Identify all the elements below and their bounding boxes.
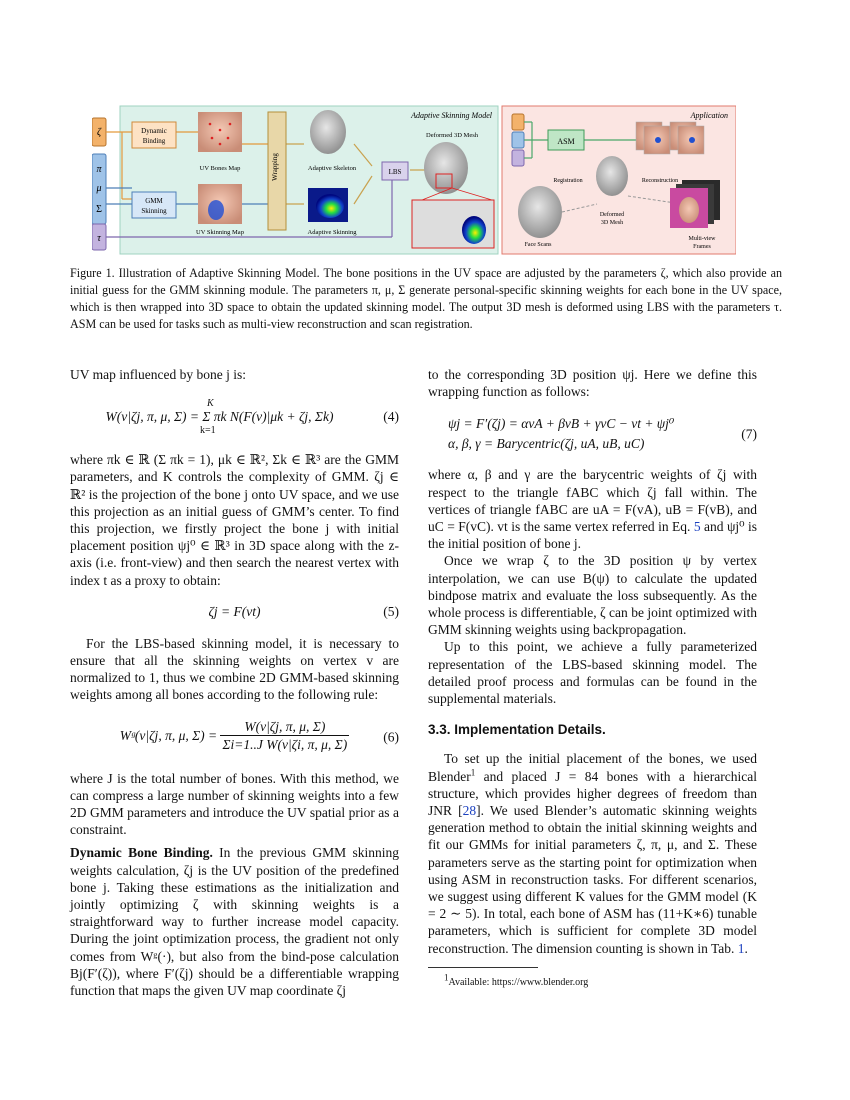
param-sigma: Σ xyxy=(96,204,102,215)
footnote-rule xyxy=(428,967,538,968)
uv-skinning-map-label: UV Skinning Map xyxy=(196,229,244,236)
left-paragraph-4: where J is the total number of bones. With this method, we can compress a large number of skinning weights into a few 2D GMM parameters and introduce the UV spatial prior as a constraint. xyxy=(70,770,399,838)
table-1-reference-link[interactable]: 1 xyxy=(737,940,745,956)
eq-5-reference-link[interactable]: 5 xyxy=(693,519,701,535)
input-params xyxy=(92,118,106,250)
left-paragraph-1: UV map influenced by bone j is: xyxy=(70,367,246,382)
equation-4-sum-top: K xyxy=(207,398,214,410)
footnote-marker[interactable]: 1 xyxy=(470,767,476,778)
equation-7-number: (7) xyxy=(741,426,757,442)
right-paragraph-5: To set up the initial placement of the bones, we used Blender$^1$ and placed J = 84 bones with a hierarchical structure, which provides higher degrees of freedom than JNR [28]. We used Blender’s automatic skinning weights generation method to obtain the initial skinning weights and fit our GMMs for initial parameters ζ, π, μ, and Σ. These parameters serve as the starting point for optimization when using ASM in reconstruction tasks. For different scenarios, we suggest using different K values for the GMM model (K = 2 ∼ 5). In total, each bone of ASM has (11+K∗6) tunable parameters, which is sufficient for complete 3D model reconstruction. The dimension counting is shown in Tab. 1. xyxy=(428,751,757,956)
uv-bones-map-label: UV Bones Map xyxy=(199,165,241,172)
app-panel-title: Application xyxy=(690,111,728,120)
asm-label: ASM xyxy=(557,137,575,146)
equation-7-line-2: α, β, γ = Barycentric(ζj, uA, uB, uC) xyxy=(448,436,645,452)
equation-6-numerator: W(v|ζj, π, μ, Σ) xyxy=(220,718,349,736)
citation-28-link[interactable]: 28 xyxy=(462,803,477,819)
svg-text:Dynamic: Dynamic xyxy=(141,127,167,135)
right-paragraph-4: Up to this point, we achieve a fully parameterized representation of the LBS-based skinning model. The detailed proof process and formulas can be found in the supplemental materials. xyxy=(428,639,757,707)
svg-text:Multi-view: Multi-view xyxy=(688,236,716,242)
app-input-params xyxy=(512,114,524,166)
equation-4-number: (4) xyxy=(383,409,399,425)
left-paragraph-3: For the LBS-based skinning model, it is necessary to ensure that all the skinning weights on vertex v are normalized to 1, thus we combine 2D GMM-based skinning weights among all bones according to the following rule: xyxy=(70,635,399,703)
equation-7-line-1: ψj = F′(ζj) = αvA + βvB + γvC − vt + ψj⁰ xyxy=(448,416,675,432)
equation-4 xyxy=(70,397,399,437)
dynamic-bone-binding-heading: Dynamic Bone Binding. xyxy=(70,845,213,861)
deformed-mesh-label: Deformed 3D Mesh xyxy=(426,132,478,139)
equation-4-body: W(v|ζj, π, μ, Σ) = Σ πk N(F(v)|μk + ζj, Σk) xyxy=(105,409,334,425)
dynamic-bone-binding-text: In the previous GMM skinning weights calculation, ζj is the UV position of the predefined bone j. Taking these estimations as the initialization and jointly optimizing ζ with skinning weights is a straightforward way to further increase model capacity. During the joint optimization process, the gradient not only comes from Wᵍ(·), but also from the bind-pose calculation Bj(F′(ζ)), where F′(ζj) should be a differentiable wrapping function that maps the given UV map coordinate ζj xyxy=(70,845,399,999)
equation-5-number: (5) xyxy=(383,603,399,619)
left-column xyxy=(70,366,399,999)
param-mu: μ xyxy=(96,183,102,194)
equation-7 xyxy=(428,414,757,454)
face-scan-image xyxy=(518,186,562,238)
multiview-frames xyxy=(670,180,720,228)
equation-6 xyxy=(70,718,399,756)
adaptive-skeleton-image xyxy=(310,110,346,154)
footnote-text: Available: https://www.blender.org xyxy=(448,976,589,988)
asm-panel-title: Adaptive Skinning Model xyxy=(411,111,492,120)
registration-label: Registration xyxy=(553,178,583,184)
left-paragraph-2: where πk ∈ ℝ (Σ πk = 1), μk ∈ ℝ², Σk ∈ ℝ³ are the GMM parameters, and K controls the complexity of GMM. ζj ∈ ℝ² is the projection of the bone j onto UV space, and we use this projection as an initial guess of GMM’s center. To find this projection, we firstly project the bone j with initial placement position ψj⁰ ∈ ℝ³ in 3D space along with the z-axis (i.e. front-view) and then search the nearest vertex with index t as a proxy to obtain: xyxy=(70,452,399,588)
adaptive-skinning-label: Adaptive Skinning xyxy=(307,229,357,236)
right-paragraph-1: to the corresponding 3D position ψj. Here we define this wrapping function as follows: xyxy=(428,367,757,400)
right-paragraph-3: Once we wrap ζ to the 3D position ψ by vertex interpolation, we can use B(ψ) to calculate the updated bindpose matrix and evaluate the loss subsequently. As the whole process is differentiable, ζ can be joint optimized with GMM skinning weights using backpropagation. xyxy=(428,553,757,638)
uv-bones-map-image xyxy=(198,112,242,152)
svg-text:Frames: Frames xyxy=(693,244,711,250)
equation-6-lhs: Wᵍ(v|ζj, π, μ, Σ) = xyxy=(119,727,218,743)
equation-5 xyxy=(70,601,399,623)
svg-text:Skinning: Skinning xyxy=(141,207,167,215)
right-paragraph-2: where α, β and γ are the barycentric weights of ζj with respect to the triangle fABC which ζj fall within. The vertices of triangle fABC are uA = F(vA), uB = F(vB), and uC = F(vC). vt is the same vertex referred in Eq. 5 and ψj⁰ is the initial position of bone j. xyxy=(428,467,757,552)
param-zeta: ζ xyxy=(96,127,102,138)
reconstruction-thumbnails xyxy=(636,122,704,154)
figure-caption: Figure 1. Illustration of Adaptive Skinning Model. The bone positions in the UV space are adjusted by the parameters ζ, which also provide an initial guess for the GMM skinning module. The parameters π, μ, Σ generate personal-specific skinning weights for each bone in the UV space, which is then wrapped into 3D space to obtain the updated skinning model. The output 3D mesh is deformed using LBS with the parameters τ. ASM can be used for tasks such as multi-view reconstruction and scan registration. xyxy=(70,266,782,331)
section-heading-3-3: 3.3. Implementation Details. xyxy=(428,722,606,738)
face-scans-label: Face Scans xyxy=(524,242,552,248)
equation-5-body: ζj = F(vt) xyxy=(208,603,261,619)
equation-6-number: (6) xyxy=(383,729,399,745)
svg-text:Deformed: Deformed xyxy=(599,212,625,218)
deformed-3d-mesh-app-image xyxy=(596,156,628,196)
svg-text:3D Mesh: 3D Mesh xyxy=(600,220,624,226)
equation-6-denominator: Σi=1..J W(v|ζi, π, μ, Σ) xyxy=(222,736,348,752)
reconstruction-label: Reconstruction xyxy=(641,178,679,184)
svg-text:GMM: GMM xyxy=(145,197,163,205)
left-paragraph-5 xyxy=(70,844,399,999)
adaptive-skeleton-label: Adaptive Skeleton xyxy=(307,165,357,172)
wrapping-label: Wrapping xyxy=(271,153,279,181)
right-column xyxy=(428,366,757,989)
equation-4-sum-bottom: k=1 xyxy=(200,425,216,437)
param-tau: τ xyxy=(97,233,101,244)
footnote: $^1$Available: https://www.blender.org xyxy=(444,972,589,988)
lbs-label: LBS xyxy=(388,168,402,176)
deformed-mesh-image xyxy=(424,142,468,194)
param-pi: π xyxy=(96,164,102,175)
figure-1-diagram xyxy=(92,104,736,256)
svg-text:Binding: Binding xyxy=(142,137,166,145)
